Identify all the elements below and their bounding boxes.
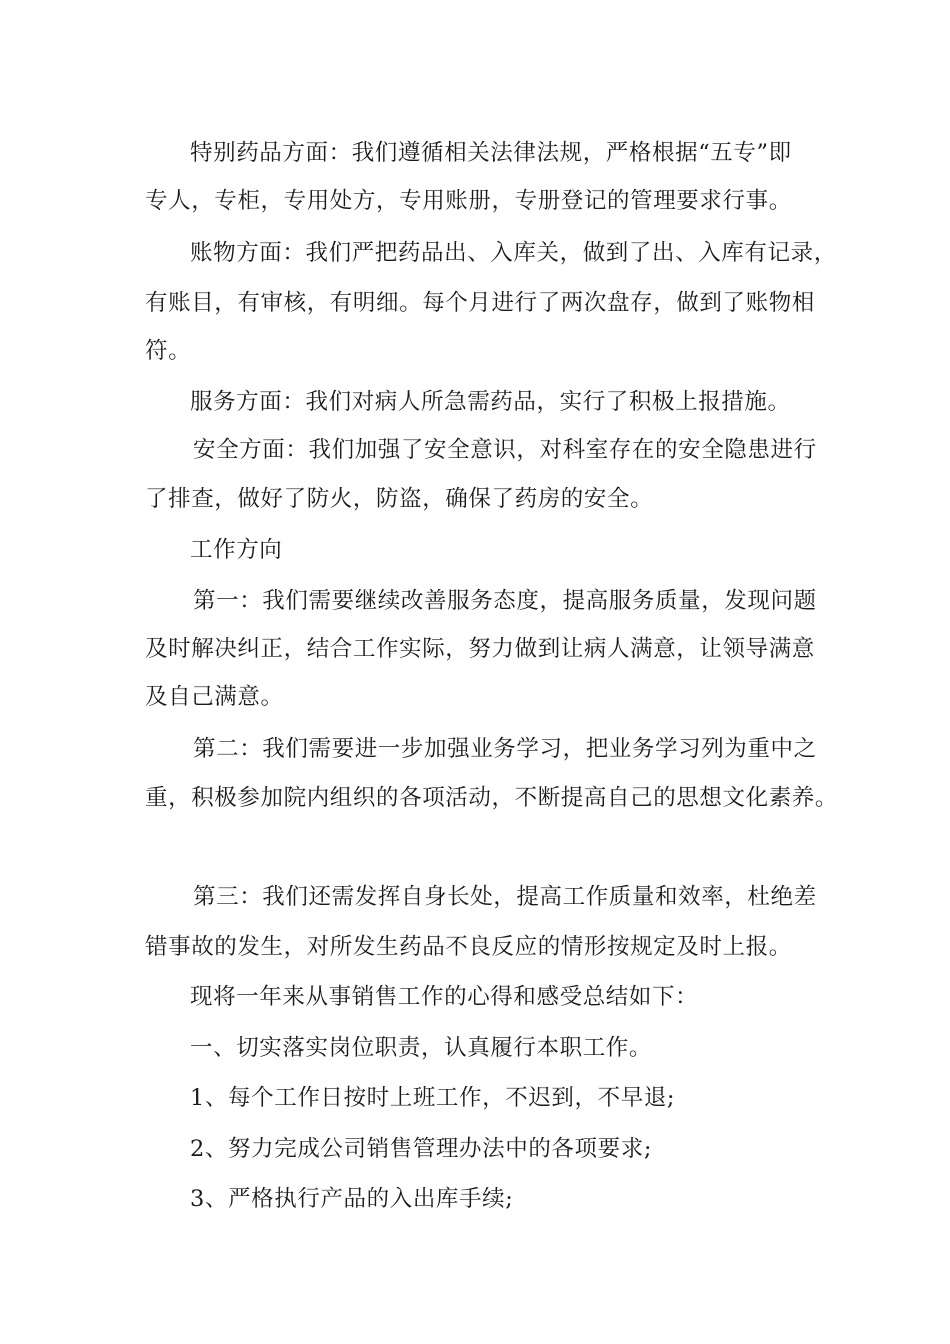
paragraph-line: 特别药品方面：我们遵循相关法律法规，严格根据“五专”即: [190, 140, 792, 166]
paragraph-line: 及自己满意。: [145, 684, 284, 710]
paragraph-line: 有账目，有审核，有明细。每个月进行了两次盘存，做到了账物相: [145, 290, 815, 316]
paragraph-line: 第三：我们还需发挥自身长处，提高工作质量和效率，杜绝差: [193, 884, 817, 910]
list-item: 1、每个工作日按时上班工作，不迟到，不早退;: [190, 1085, 676, 1111]
list-item: 3、严格执行产品的入出库手续;: [190, 1186, 514, 1212]
paragraph-line: 服务方面：我们对病人所急需药品，实行了积极上报措施。: [190, 389, 791, 415]
paragraph-line: 第二：我们需要进一步加强业务学习，把业务学习列为重中之: [193, 736, 817, 762]
section-heading: 工作方向: [190, 537, 283, 563]
paragraph-line: 错事故的发生，对所发生药品不良反应的情形按规定及时上报。: [145, 934, 792, 960]
paragraph-line: 第一：我们需要继续改善服务态度，提高服务质量，发现问题: [193, 588, 817, 614]
list-item: 2、努力完成公司销售管理办法中的各项要求;: [190, 1136, 652, 1162]
paragraph-line: 重，积极参加院内组织的各项活动，不断提高自己的思想文化素养。: [145, 785, 839, 811]
paragraph-line: 及时解决纠正，结合工作实际，努力做到让病人满意，让领导满意: [145, 636, 815, 662]
paragraph-line: 安全方面：我们加强了安全意识，对科室存在的安全隐患进行: [193, 437, 817, 463]
paragraph-line: 账物方面：我们严把药品出、入库关，做到了出、入库有记录，: [190, 240, 837, 266]
paragraph-line: 专人，专柜，专用处方，专用账册，专册登记的管理要求行事。: [145, 188, 792, 214]
paragraph-line: 现将一年来从事销售工作的心得和感受总结如下：: [190, 984, 699, 1010]
paragraph-line: 一、切实落实岗位职责，认真履行本职工作。: [190, 1035, 653, 1061]
paragraph-line: 符。: [145, 338, 192, 364]
paragraph-line: 了排查，做好了防火，防盗，确保了药房的安全。: [145, 486, 654, 512]
